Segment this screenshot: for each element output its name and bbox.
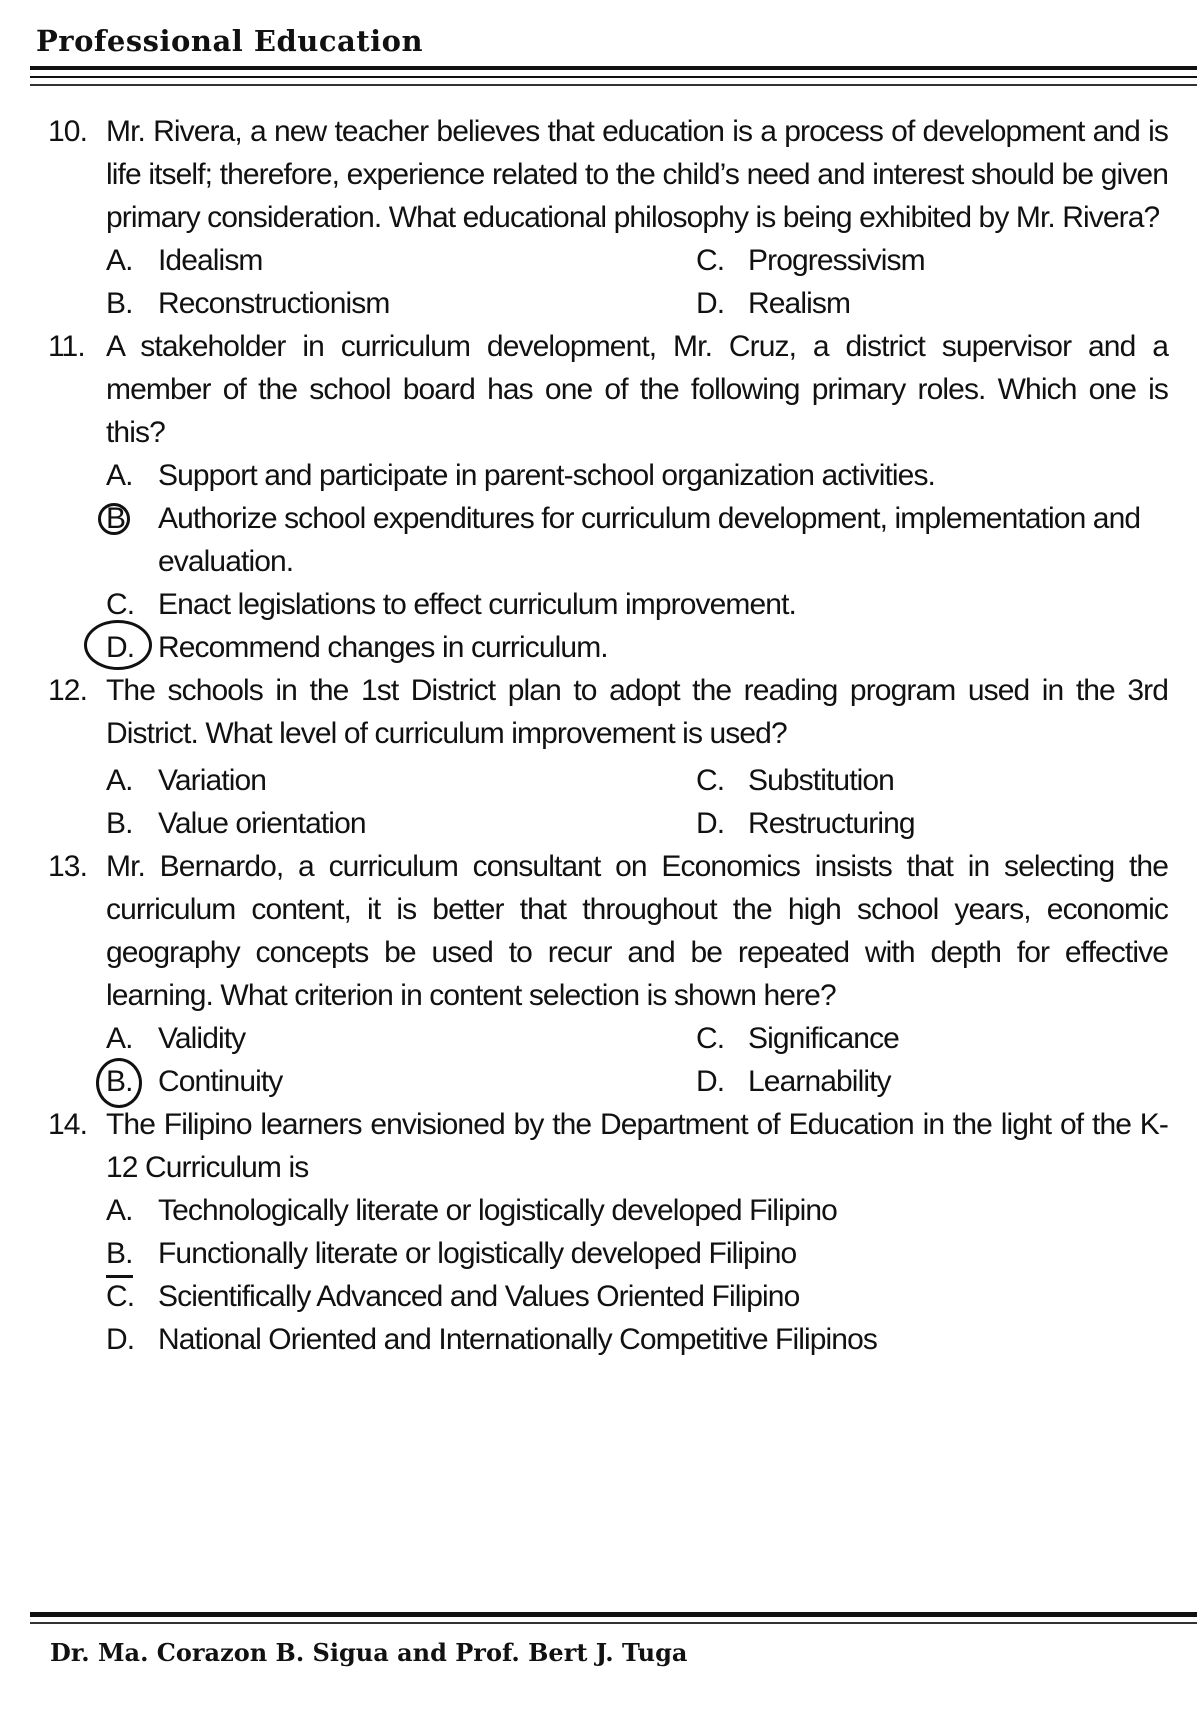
option-a: A. Variation xyxy=(106,764,267,797)
option-d: D. Recommend changes in curriculum. xyxy=(106,626,1168,669)
header-rule-2 xyxy=(30,76,1197,78)
footer-authors: Dr. Ma. Corazon B. Sigua and Prof. Bert J. Tuga xyxy=(50,1638,688,1667)
question-12 xyxy=(48,669,1168,755)
options-13 xyxy=(106,1017,1168,1103)
option-c: C. Substitution xyxy=(696,764,894,797)
footer-rule xyxy=(30,1612,1197,1617)
question-11 xyxy=(48,325,1168,454)
options-10 xyxy=(106,239,1168,325)
options-12 xyxy=(106,759,1168,845)
handwritten-circle-mark xyxy=(98,503,130,535)
question-text: Mr. Rivera, a new teacher believes that education is a process of development and is life itself; therefore, experience related to the child’s need and interest should be given primary consideration. What educational philosophy is being exhibited by Mr. Rivera? xyxy=(106,115,1168,234)
option-c: C. Enact legislations to effect curriculum improvement. xyxy=(106,588,796,621)
handwritten-circle-mark xyxy=(84,620,152,670)
options-14 xyxy=(48,1189,1168,1361)
option-b: B Authorize school expenditures for curriculum development, implementation and evaluation. xyxy=(106,497,1168,583)
question-13 xyxy=(48,845,1168,1017)
option-d: D. Learnability xyxy=(696,1065,891,1098)
header-rule-3 xyxy=(30,84,1197,86)
question-number: 13. xyxy=(48,850,88,883)
option-a: A. Validity xyxy=(106,1022,246,1055)
option-a: A. Support and participate in parent-school organization activities. xyxy=(106,459,935,492)
question-14 xyxy=(48,1103,1168,1189)
question-number: 14. xyxy=(48,1108,88,1141)
question-number: 11. xyxy=(48,330,85,363)
option-b: B. Value orientation xyxy=(106,807,366,840)
footer-rule-2 xyxy=(30,1622,1197,1624)
question-text: The schools in the 1st District plan to adopt the reading program used in the 3rd District. What level of curriculum improvement is used? xyxy=(106,674,1168,750)
question-number: 10. xyxy=(48,115,88,148)
option-d: D. National Oriented and Internationally Competitive Filipinos xyxy=(106,1323,877,1356)
question-10 xyxy=(48,110,1168,239)
question-text: Mr. Bernardo, a curriculum consultant on Economics insists that in selecting the curriculum content, it is better that throughout the high school years, economic geography concepts be used to recur and be repeated with depth for effective learning. What criterion in content selection is shown here? xyxy=(106,850,1168,1012)
option-b: B. Functionally literate or logistically developed Filipino xyxy=(106,1232,1168,1275)
option-letter-marked: B xyxy=(106,502,126,535)
option-c: C. Significance xyxy=(696,1022,899,1055)
option-letter-underlined: B. xyxy=(106,1232,133,1278)
option-b: B. Continuity xyxy=(106,1060,696,1103)
option-b: B. Reconstructionism xyxy=(106,287,390,320)
page-header-title: Professional Education xyxy=(36,24,424,58)
options-11 xyxy=(48,454,1168,669)
questions-area xyxy=(48,110,1168,1361)
handwritten-circle-mark xyxy=(96,1058,142,1108)
option-c: C. Progressivism xyxy=(696,244,925,277)
header-rule xyxy=(30,66,1197,70)
option-a: A. Idealism xyxy=(106,244,263,277)
option-a: A. Technologically literate or logistically developed Filipino xyxy=(106,1194,837,1227)
question-text: A stakeholder in curriculum development, Mr. Cruz, a district supervisor and a member of the school board has one of the following primary roles. Which one is this? xyxy=(106,330,1168,449)
option-d: D. Restructuring xyxy=(696,807,915,840)
question-text: The Filipino learners envisioned by the Department of Education in the light of the K-12 Curriculum is xyxy=(106,1108,1168,1184)
option-c: C. Scientifically Advanced and Values Oriented Filipino xyxy=(106,1280,800,1313)
question-number: 12. xyxy=(48,674,88,707)
option-d: D. Realism xyxy=(696,287,851,320)
